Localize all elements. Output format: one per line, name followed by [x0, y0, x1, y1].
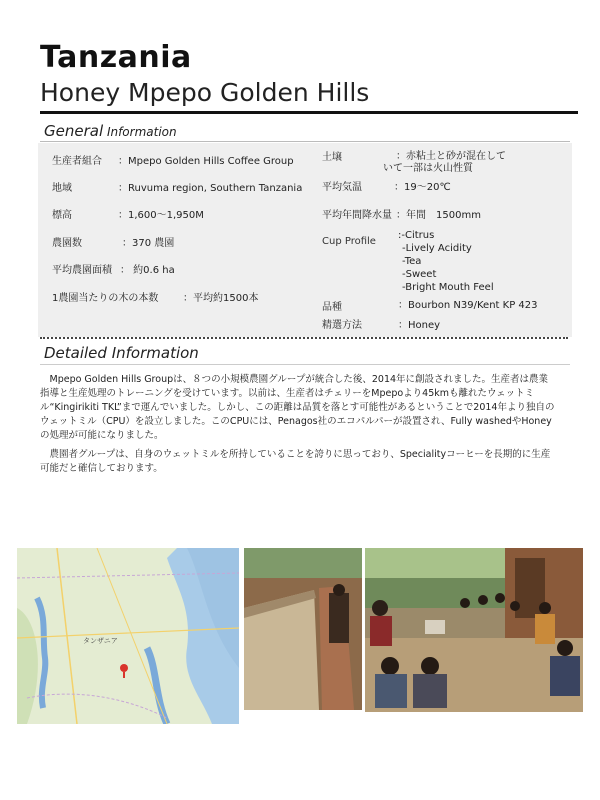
trees-value: ：平均約1500本: [183, 293, 259, 304]
region-map-image: [17, 548, 239, 724]
cup-item-sweet: -Sweet: [402, 269, 437, 280]
farms-label: 農園数: [52, 238, 82, 249]
temperature-label: 平均気温: [322, 182, 362, 193]
meeting-graphic: [365, 548, 583, 712]
drying-beds-photo: [244, 548, 362, 710]
detail-paragraph-1: Mpepo Golden Hills Groupは、８つの小規模農園グループが統合した後、2014年に創設されました。生産者は農業指導と生産処理のトレーニングを受けています。以前は、生産者はチェリーをMpepoより45kmも離れたウェットミル“Kingirikiti TKL”まで運んでいました。しかし、この距離は品質を落とす可能性があるということで2014年より独自のウェットミル（CPU）を設立しました。このCPUには、Penagos社のエコパルパーが設置され、Fully washedやHoneyの処理が可能になりました。: [40, 374, 555, 441]
cup-item-mouthfeel: -Bright Mouth Feel: [402, 282, 494, 293]
farmers-meeting-photo: [365, 548, 583, 712]
producer-value: ：Mpepo Golden Hills Coffee Group: [118, 156, 294, 167]
altitude-label: 標高: [52, 210, 72, 221]
soil-value-1: ：赤粘土と砂が混在して: [396, 151, 506, 162]
page-subtitle: Honey Mpepo Golden Hills: [40, 78, 370, 107]
variety-label: 品種: [322, 302, 342, 313]
rainfall-label: 平均年間降水量: [322, 210, 392, 221]
general-info-rule: [40, 141, 570, 142]
dotted-divider: [40, 337, 568, 339]
altitude-value: ：1,600～1,950M: [118, 210, 204, 221]
soil-label: 土壌: [322, 152, 342, 163]
trees-label: 1農園当たりの木の本数: [52, 293, 159, 304]
farm-size-value: ： 約0.6 ha: [120, 265, 175, 276]
drying-beds-graphic: [244, 548, 362, 710]
farms-value: ：370 農園: [122, 238, 175, 249]
cup-item-tea: -Tea: [402, 256, 422, 267]
region-label: 地域: [52, 183, 72, 194]
process-label: 精選方法: [322, 320, 362, 331]
producer-label: 生産者組合: [52, 156, 102, 167]
cup-profile-label: Cup Profile: [322, 236, 376, 247]
detailed-info-heading: Detailed Information: [44, 344, 199, 362]
soil-value-2: いて一部は火山性質: [383, 163, 473, 174]
rainfall-value: ：年間 1500mm: [396, 210, 481, 221]
region-value: ：Ruvuma region, Southern Tanzania: [118, 183, 303, 194]
page-title: Tanzania: [40, 40, 192, 75]
variety-value: ：Bourbon N39/Kent KP 423: [398, 300, 538, 311]
general-info-heading: General Information: [44, 122, 177, 140]
temperature-value: ：19～20℃: [394, 182, 451, 193]
detailed-info-rule: [40, 364, 570, 365]
farm-size-label: 平均農園面積: [52, 265, 112, 276]
map-country-label: タンザニア: [83, 637, 118, 645]
process-value: ：Honey: [398, 320, 441, 331]
map-graphic: [17, 548, 239, 724]
title-rule: [40, 111, 578, 114]
map-pin: [120, 664, 128, 672]
cup-item-acidity: -Lively Acidity: [402, 243, 472, 254]
detail-paragraph-2: 農園者グループは、自身のウェットミルを所持していることを誇りに思っており、Specialityコーヒーを長期的に生産可能だと確信しております。: [40, 449, 551, 474]
cup-item-citrus: :-Citrus: [398, 230, 435, 241]
